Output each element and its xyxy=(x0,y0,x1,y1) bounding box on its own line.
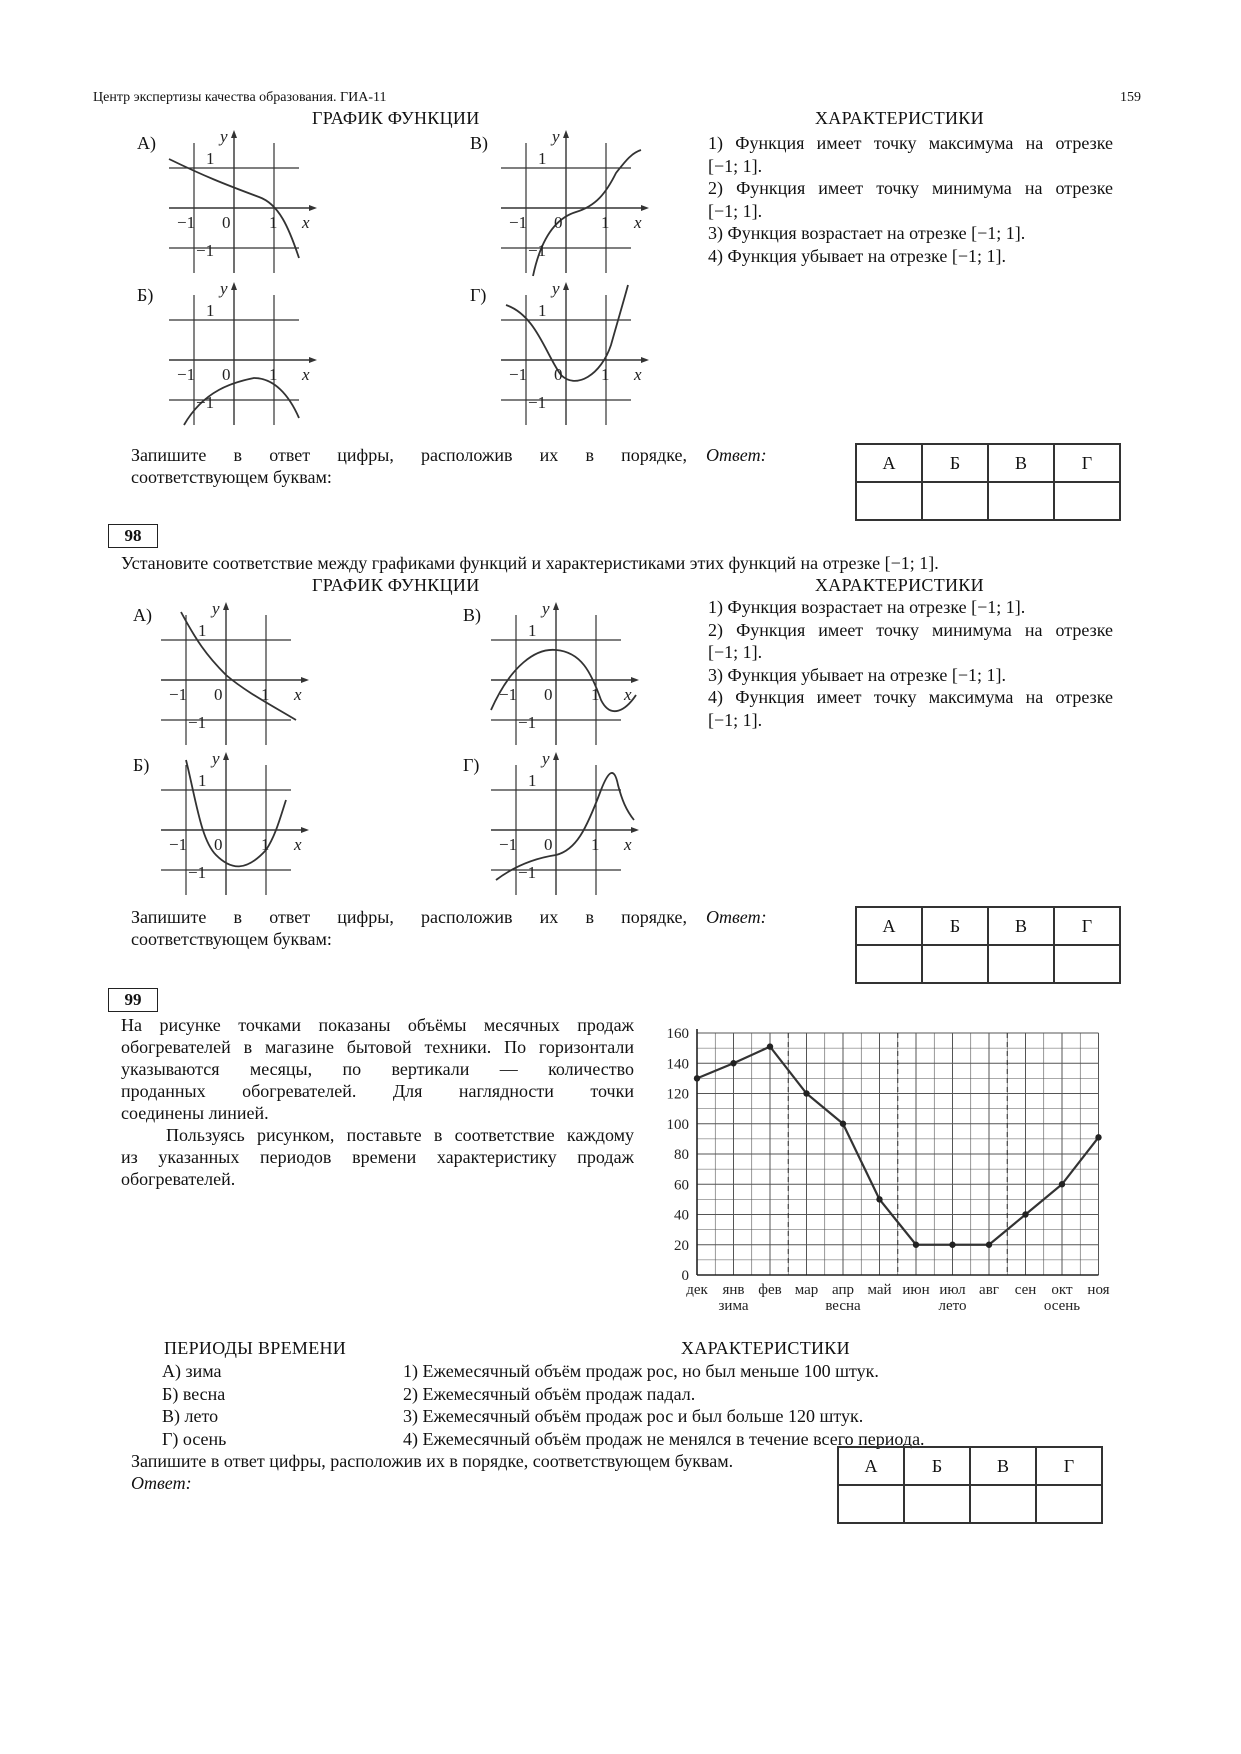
answer-header-g: Г xyxy=(1054,444,1120,482)
task-99-line: Пользуясь рисунком, поставьте в соответствие каждому xyxy=(166,1125,634,1145)
char-99-4: 4) Ежемесячный объём продаж не менялся в течение всего периода. xyxy=(403,1428,925,1449)
char-97-3: 3) Функция возрастает на отрезке [−1; 1]. xyxy=(708,223,1026,243)
char-99-3: 3) Ежемесячный объём продаж рос и был больше 120 штук. xyxy=(403,1406,864,1426)
char-97-4: 4) Функция убывает на отрезке [−1; 1]. xyxy=(708,245,1006,266)
axis-tick-label-y: y xyxy=(552,127,560,146)
axis-tick-label-one: 1 xyxy=(528,621,537,640)
x-tick-label: ноя xyxy=(1087,1282,1110,1298)
answer-header-b: Б xyxy=(922,444,988,482)
axis-tick-label-neg-one: −1 xyxy=(169,685,188,704)
x-tick-label: июл xyxy=(939,1282,966,1298)
answer-label-98: Ответ: xyxy=(706,907,767,927)
sales-chart xyxy=(640,1015,1130,1335)
y-tick-label: 60 xyxy=(674,1177,689,1194)
char-99-2: 2) Ежемесячный объём продаж падал. xyxy=(403,1383,696,1404)
answer-header-g: Г xyxy=(1054,907,1120,945)
answer-header-a: А xyxy=(838,1447,904,1485)
task-99-line: На рисунке точками показаны объёмы месячных продаж xyxy=(121,1015,634,1035)
axis-tick-label-neg-one: −1 xyxy=(188,713,207,732)
answer-cell-v[interactable] xyxy=(970,1485,1036,1523)
answer-label-97: Ответ: xyxy=(706,445,767,465)
instruction-97-line2: соответствующем буквам: xyxy=(131,467,332,487)
graph-label-98-v: В) xyxy=(463,605,481,625)
answer-cell-g[interactable] xyxy=(1036,1485,1102,1523)
axis-tick-label-one: 1 xyxy=(206,301,215,320)
periods-list xyxy=(162,1360,226,1450)
axis-tick-label-neg-one: −1 xyxy=(177,365,196,384)
axis-tick-label-one: 1 xyxy=(601,365,610,384)
answer-header-v: В xyxy=(988,444,1054,482)
running-header: Центр экспертизы качества образования. ГИА-11 xyxy=(93,90,387,105)
axis-tick-label-neg-one: −1 xyxy=(188,863,207,882)
axis-tick-label-one: 1 xyxy=(538,149,547,168)
axis-tick-label-one: 1 xyxy=(198,771,207,790)
axis-tick-label-neg-one: −1 xyxy=(177,213,196,232)
graph-97-g xyxy=(501,282,649,425)
graph-98-v xyxy=(491,602,639,745)
graph-97-b xyxy=(169,282,317,425)
answer-table-98 xyxy=(855,906,1121,984)
axis-tick-label-zero: 0 xyxy=(222,213,231,232)
axis-tick-label-y: y xyxy=(542,599,550,618)
task-98-prompt: Установите соответствие между графиками функций и характеристиками этих функций на отрезке [−1; 1]. xyxy=(121,553,939,573)
column-heading-characteristics: ХАРАКТЕРИСТИКИ xyxy=(815,108,984,128)
axis-tick-label-neg-one: −1 xyxy=(528,241,547,260)
axis-tick-label-one: 1 xyxy=(528,771,537,790)
axis-tick-label-one: 1 xyxy=(261,835,270,854)
graph-label-98-a: А) xyxy=(133,605,152,625)
data-point xyxy=(1095,1134,1101,1140)
axis-tick-label-neg-one: −1 xyxy=(528,393,547,412)
answer-header-g: Г xyxy=(1036,1447,1102,1485)
column-heading-periods: ПЕРИОДЫ ВРЕМЕНИ xyxy=(164,1338,347,1358)
axis-tick-label-y: y xyxy=(220,279,228,298)
y-tick-label: 120 xyxy=(666,1086,689,1103)
graph-label-g: Г) xyxy=(470,285,487,305)
y-tick-label: 140 xyxy=(666,1056,689,1073)
answer-cell-b[interactable] xyxy=(904,1485,970,1523)
y-tick-label: 80 xyxy=(674,1147,689,1163)
instruction-99: Запишите в ответ цифры, расположив их в порядке, соответствующем буквам. xyxy=(131,1451,734,1471)
x-tick-label: апр xyxy=(832,1282,854,1298)
axis-tick-label-x: x xyxy=(294,835,302,854)
axis-tick-label-y: y xyxy=(552,279,560,298)
season-label: зима xyxy=(718,1298,749,1314)
instruction-98-line1: Запишите в ответ цифры, расположив их в порядке, xyxy=(131,907,687,927)
answer-cell-a[interactable] xyxy=(856,482,922,520)
answer-cell-b[interactable] xyxy=(922,482,988,520)
axis-tick-label-y: y xyxy=(212,599,220,618)
graph-label-v: В) xyxy=(470,133,488,153)
characteristics-list-98 xyxy=(708,596,1113,731)
axis-tick-label-neg-one: −1 xyxy=(518,713,537,732)
data-point xyxy=(913,1242,919,1248)
task-99-line: обогревателей. xyxy=(121,1169,236,1189)
answer-cell-g[interactable] xyxy=(1054,482,1120,520)
axis-tick-label-neg-one: −1 xyxy=(509,213,528,232)
task-99-line: обогревателей в магазине бытовой техники. По горизонтали xyxy=(121,1037,634,1057)
axis-tick-label-one: 1 xyxy=(261,685,270,704)
axis-tick-label-zero: 0 xyxy=(544,685,553,704)
char-97-1b: [−1; 1]. xyxy=(708,155,763,176)
axis-tick-label-neg-one: −1 xyxy=(499,685,518,704)
char-98-4b: [−1; 1]. xyxy=(708,709,763,730)
data-point xyxy=(876,1196,882,1202)
answer-header-a: А xyxy=(856,444,922,482)
characteristics-list-99 xyxy=(403,1360,925,1450)
task-99-line: указываются месяцы, по вертикали — количество xyxy=(121,1059,634,1079)
graph-97-a xyxy=(169,130,317,273)
axis-tick-label-x: x xyxy=(302,365,310,384)
axis-tick-label-one: 1 xyxy=(269,213,278,232)
season-label: весна xyxy=(825,1298,861,1314)
char-97-2: 2) Функция имеет точку минимума на отрезке xyxy=(708,178,1113,198)
graph-97-v xyxy=(501,130,649,276)
axis-tick-label-x: x xyxy=(624,835,632,854)
answer-header-v: В xyxy=(988,907,1054,945)
column-heading-graph: ГРАФИК ФУНКЦИИ xyxy=(312,108,480,128)
y-tick-label: 40 xyxy=(674,1207,689,1224)
axis-tick-label-zero: 0 xyxy=(214,685,223,704)
axis-tick-label-one: 1 xyxy=(198,621,207,640)
axis-tick-label-neg-one: −1 xyxy=(169,835,188,854)
char-98-2b: [−1; 1]. xyxy=(708,642,763,662)
season-label: осень xyxy=(1043,1298,1081,1314)
axis-tick-label-zero: 0 xyxy=(214,835,223,854)
axis-tick-label-zero: 0 xyxy=(554,213,563,232)
data-point xyxy=(1059,1181,1065,1187)
period-autumn: Г) осень xyxy=(162,1428,227,1449)
x-tick-label: мар xyxy=(794,1282,819,1298)
axis-tick-label-neg-one: −1 xyxy=(196,393,215,412)
data-point xyxy=(803,1090,809,1096)
axis-tick-label-neg-one: −1 xyxy=(518,863,537,882)
data-point xyxy=(767,1043,773,1049)
period-summer: В) лето xyxy=(162,1406,219,1426)
axis-tick-label-neg-one: −1 xyxy=(509,365,528,384)
task-number-99: 99 xyxy=(108,988,158,1012)
period-winter: А) зима xyxy=(162,1361,222,1381)
instruction-97 xyxy=(131,444,687,488)
answer-cell-g[interactable] xyxy=(1054,945,1120,983)
char-97-2b: [−1; 1]. xyxy=(708,200,763,221)
x-tick-label: янв xyxy=(722,1282,745,1298)
answer-header-b: Б xyxy=(904,1447,970,1485)
instruction-97-line1: Запишите в ответ цифры, расположив их в порядке, xyxy=(131,445,687,465)
axis-tick-label-y: y xyxy=(212,749,220,768)
data-point xyxy=(694,1075,700,1081)
axis-tick-label-zero: 0 xyxy=(544,835,553,854)
axis-tick-label-one: 1 xyxy=(269,365,278,384)
season-label: лето xyxy=(938,1298,967,1314)
x-tick-label: окт xyxy=(1051,1282,1073,1298)
graph-label-a: А) xyxy=(137,133,156,153)
x-tick-label: фев xyxy=(758,1282,782,1298)
axis-tick-label-one: 1 xyxy=(591,835,600,854)
x-tick-label: дек xyxy=(686,1282,708,1298)
answer-cell-b[interactable] xyxy=(922,945,988,983)
graph-98-g xyxy=(491,752,639,895)
column-heading-graph-98: ГРАФИК ФУНКЦИИ xyxy=(312,575,480,595)
char-98-3: 3) Функция убывает на отрезке [−1; 1]. xyxy=(708,664,1006,685)
axis-tick-label-x: x xyxy=(302,213,310,232)
graph-label-98-g: Г) xyxy=(463,755,480,775)
task-99-line: из указанных периодов времени характеристику продаж xyxy=(121,1147,634,1167)
axis-tick-label-x: x xyxy=(624,685,632,704)
answer-cell-v[interactable] xyxy=(988,482,1054,520)
graph-98-a xyxy=(161,602,309,745)
data-point xyxy=(730,1060,736,1066)
task-99-line: проданных обогревателей. Для наглядности точки xyxy=(121,1081,634,1101)
data-point xyxy=(840,1121,846,1127)
y-tick-label: 160 xyxy=(666,1026,689,1042)
task-99-line: соединены линией. xyxy=(121,1103,269,1123)
graph-label-98-b: Б) xyxy=(133,755,150,775)
axis-tick-label-x: x xyxy=(634,365,642,384)
axis-tick-label-zero: 0 xyxy=(554,365,563,384)
axis-tick-label-zero: 0 xyxy=(222,365,231,384)
axis-tick-label-one: 1 xyxy=(591,685,600,704)
axis-tick-label-neg-one: −1 xyxy=(196,241,215,260)
y-tick-label: 0 xyxy=(681,1268,689,1284)
answer-cell-a[interactable] xyxy=(856,945,922,983)
graph-label-b: Б) xyxy=(137,285,154,305)
page-number: 159 xyxy=(1120,90,1141,105)
answer-header-v: В xyxy=(970,1447,1036,1485)
task-number-98: 98 xyxy=(108,524,158,548)
instruction-98-line2: соответствующем буквам: xyxy=(131,929,332,949)
x-tick-label: авг xyxy=(979,1282,999,1298)
axis-tick-label-y: y xyxy=(220,127,228,146)
answer-cell-v[interactable] xyxy=(988,945,1054,983)
char-99-1: 1) Ежемесячный объём продаж рос, но был меньше 100 штук. xyxy=(403,1361,879,1381)
char-98-2: 2) Функция имеет точку минимума на отрезке xyxy=(708,619,1113,640)
axis-tick-label-y: y xyxy=(542,749,550,768)
answer-header-a: А xyxy=(856,907,922,945)
x-tick-label: май xyxy=(867,1282,892,1298)
y-tick-label: 20 xyxy=(674,1237,689,1254)
data-point xyxy=(949,1242,955,1248)
data-point xyxy=(1022,1211,1028,1217)
data-point xyxy=(986,1242,992,1248)
x-tick-label: июн xyxy=(902,1282,930,1298)
column-heading-characteristics-99: ХАРАКТЕРИСТИКИ xyxy=(681,1338,850,1358)
answer-cell-a[interactable] xyxy=(838,1485,904,1523)
period-spring: Б) весна xyxy=(162,1383,226,1404)
axis-tick-label-one: 1 xyxy=(538,301,547,320)
column-heading-characteristics-98: ХАРАКТЕРИСТИКИ xyxy=(815,575,984,595)
y-tick-label: 100 xyxy=(666,1116,689,1133)
axis-tick-label-x: x xyxy=(634,213,642,232)
task-99-text xyxy=(121,1014,634,1190)
axis-tick-label-one: 1 xyxy=(206,149,215,168)
axis-tick-label-one: 1 xyxy=(601,213,610,232)
answer-label-99: Ответ: xyxy=(131,1473,192,1493)
answer-table-97 xyxy=(855,443,1121,521)
answer-header-b: Б xyxy=(922,907,988,945)
instruction-98 xyxy=(131,906,687,950)
axis-tick-label-neg-one: −1 xyxy=(499,835,518,854)
char-97-1: 1) Функция имеет точку максимума на отрезке xyxy=(708,133,1113,153)
axis-tick-label-x: x xyxy=(294,685,302,704)
answer-table-99 xyxy=(837,1446,1103,1524)
char-98-1: 1) Функция возрастает на отрезке [−1; 1]. xyxy=(708,597,1026,617)
graph-98-b xyxy=(161,752,309,895)
characteristics-list-97 xyxy=(708,132,1113,267)
char-98-4: 4) Функция имеет точку максимума на отрезке xyxy=(708,687,1113,707)
x-tick-label: сен xyxy=(1014,1282,1037,1298)
